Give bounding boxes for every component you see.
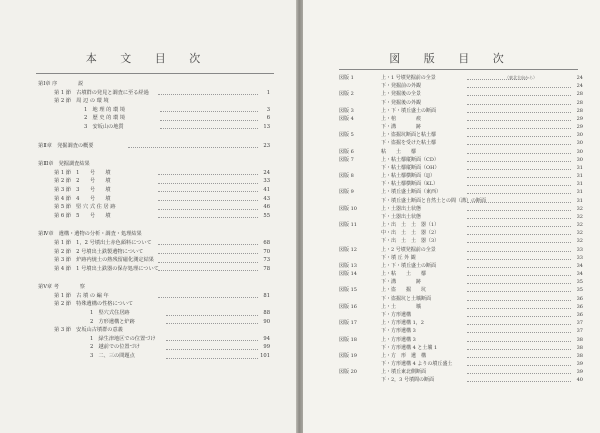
toc-entry	[38, 292, 270, 301]
dot-leader	[158, 253, 258, 254]
title-rule	[339, 69, 578, 70]
plate-entry	[339, 229, 589, 237]
dot-leader	[467, 226, 571, 227]
plate-caption: 下・墳丘盛土断面と自然土との間（溝）の断面	[381, 197, 487, 204]
plate-entry	[339, 172, 589, 180]
plate-page-number: 28	[576, 99, 583, 106]
plate-entry	[339, 164, 589, 172]
plate-caption: 上・盗 掘 坑	[381, 287, 427, 294]
toc-entry-label: 第 2 節 2 号 墳	[54, 178, 111, 185]
plate-number: 図版 18	[339, 336, 357, 343]
toc-entry	[38, 239, 270, 248]
toc-page-number: 99	[263, 344, 270, 351]
plate-caption: 下・方形遺構 4 と土壙 1	[381, 344, 438, 351]
plate-page-number: 34	[576, 262, 583, 269]
plate-entry	[339, 139, 589, 147]
dot-leader	[467, 210, 571, 211]
plate-page-number: 37	[576, 320, 583, 327]
plate-page-number: 36	[576, 311, 583, 318]
dot-leader	[158, 94, 258, 95]
dot-leader	[467, 161, 571, 162]
toc-page-number: 23	[263, 142, 270, 149]
plate-entry	[339, 156, 589, 164]
dot-leader	[467, 120, 571, 121]
toc-entry	[38, 326, 270, 335]
plate-caption: 上・盗掘坑断面と粘土槨	[381, 132, 437, 139]
toc-page-number: 41	[263, 186, 270, 193]
toc-page-number: 6	[266, 115, 270, 122]
toc-entry	[38, 318, 270, 327]
toc-entry-label: 2 越前での位置づけ	[90, 344, 140, 351]
plate-caption: 下・方形遺構 4 よりの墳丘盛土	[381, 361, 453, 368]
toc-entry-label: 第Ⅴ章 考 察	[38, 284, 85, 291]
plate-page-number: 30	[576, 140, 583, 147]
plate-page-number: 28	[576, 107, 583, 114]
dot-leader	[158, 217, 258, 218]
plate-caption: 下・方形遺構	[381, 311, 412, 318]
dot-leader	[158, 183, 258, 184]
toc-page-number: 3	[266, 106, 270, 113]
toc-entry	[38, 160, 270, 169]
plate-entry	[339, 188, 589, 196]
table-of-contents	[38, 80, 270, 361]
toc-entry	[38, 106, 270, 115]
section-gap	[38, 220, 270, 230]
plate-entry	[339, 286, 589, 294]
plate-page-number: 35	[576, 279, 583, 286]
dot-leader	[158, 209, 258, 210]
plate-entry	[339, 131, 589, 139]
toc-entry-label: 3 安坂山の地質	[84, 123, 124, 130]
plate-page-number: 30	[576, 132, 583, 139]
dot-leader	[467, 316, 571, 317]
plate-entry	[339, 376, 589, 384]
toc-entry	[38, 352, 270, 361]
dot-leader	[467, 308, 571, 309]
toc-entry	[38, 300, 270, 309]
dot-leader	[158, 262, 258, 263]
dot-leader	[467, 169, 571, 170]
plate-entry	[339, 368, 589, 376]
plate-page-number: 35	[576, 287, 583, 294]
toc-entry-label: 第Ⅰ章 序 説	[38, 81, 84, 87]
plate-caption: 下・溝 跡	[381, 279, 422, 286]
toc-entry-label: 1 緑生津地区での位置づけ	[90, 335, 156, 342]
toc-entry	[38, 142, 270, 151]
toc-entry	[38, 97, 270, 106]
toc-page-number: 78	[263, 265, 270, 272]
dot-leader	[467, 144, 571, 145]
plate-page-number: 38	[576, 344, 583, 351]
plate-page-number: 34	[576, 271, 583, 278]
plate-caption: 下・2，3 号墳間の断面	[381, 377, 434, 384]
plate-entry	[339, 262, 589, 270]
dot-leader	[467, 381, 571, 382]
plate-page-number: 32	[576, 205, 583, 212]
dot-leader	[158, 174, 258, 175]
toc-entry-label: 第 2 節 周 辺 の 環 境	[54, 98, 109, 105]
plate-page-number: 40	[576, 377, 583, 384]
toc-page-number: 46	[263, 204, 270, 211]
dot-leader	[467, 365, 571, 366]
toc-entry-label: 3 二、三の問題点	[90, 353, 135, 360]
dot-leader	[467, 242, 571, 243]
toc-entry	[38, 186, 270, 195]
plate-page-number: 31	[576, 189, 583, 196]
plate-number: 図版 1	[339, 75, 354, 81]
plate-number: 図版 12	[339, 246, 357, 253]
dot-leader	[467, 267, 571, 268]
dot-leader	[467, 112, 571, 113]
plate-number: 図版 6	[339, 148, 354, 155]
toc-page-number: 33	[263, 178, 270, 185]
right-page	[303, 0, 600, 433]
plate-number: 図版 19	[339, 352, 357, 359]
plate-number: 図版 14	[339, 271, 357, 278]
toc-entry	[38, 114, 270, 123]
plate-entry	[339, 327, 589, 335]
toc-entry-label: 第 4 節 4 号 墳	[54, 195, 111, 202]
plate-entry	[339, 352, 589, 360]
dot-leader	[467, 332, 571, 333]
plate-entry	[339, 99, 589, 107]
dot-leader	[467, 357, 571, 358]
plate-entry	[339, 180, 589, 188]
dot-leader	[160, 120, 258, 121]
toc-page-number: 94	[263, 335, 270, 342]
dot-leader	[467, 373, 571, 374]
dot-leader	[467, 234, 571, 235]
plate-entry	[339, 221, 589, 229]
plate-number: 図版 3	[339, 107, 354, 114]
dot-leader	[166, 340, 258, 341]
dot-leader	[467, 177, 571, 178]
plate-page-number: 29	[576, 124, 583, 131]
dot-leader	[166, 315, 258, 316]
toc-entry-label: 第 1 節 1，2 号墳出土赤色顔料について	[54, 239, 152, 246]
plate-page-number: 38	[576, 336, 583, 343]
toc-entry	[38, 248, 270, 257]
plate-page-number: 31	[576, 197, 583, 204]
plate-caption: 下・盗掘を受けた粘土槨	[381, 140, 437, 147]
toc-entry-label: 第Ⅳ章 遺構・遺物の分析・調査・処理結果	[38, 231, 142, 238]
plate-entry	[339, 270, 589, 278]
plate-page-number: 32	[576, 222, 583, 229]
toc-entry-label: 第 2 節 特殊遺構の性格について	[54, 301, 134, 308]
toc-page-number: 81	[263, 292, 270, 299]
plate-caption: 上・2 号墳発掘前の全景	[381, 246, 436, 253]
toc-page-number: 13	[263, 123, 270, 130]
plate-number: 図版 7	[339, 156, 354, 163]
plate-caption: 下・粘土槨横断面（KL）	[381, 181, 439, 188]
dot-leader	[158, 244, 258, 245]
dot-leader	[128, 147, 258, 148]
dot-leader	[467, 95, 571, 96]
plate-caption: 下・土器出土状態	[381, 213, 422, 220]
plate-entry	[339, 82, 589, 90]
plate-page-number: 37	[576, 328, 583, 335]
toc-entry-label: 2 歴 史 的 環 境	[84, 115, 126, 122]
plate-entry	[339, 197, 589, 205]
toc-entry-label: 第 6 節 5 号 墳	[54, 212, 111, 219]
plate-caption: 上・発掘後の全景	[381, 91, 422, 98]
plate-entry	[339, 344, 589, 352]
plate-entry	[339, 107, 589, 115]
toc-page-number: 73	[263, 257, 270, 264]
toc-entry	[38, 256, 270, 265]
plate-number: 図版 8	[339, 173, 354, 180]
plate-caption: 上・墳丘東北側断面	[381, 369, 427, 376]
title-rule	[36, 73, 274, 74]
plate-caption: 上・1 号墳発掘前の全景	[381, 75, 436, 81]
plate-entry	[339, 303, 589, 311]
plate-page-number: 36	[576, 303, 583, 310]
plate-caption: 上・土 壙	[381, 303, 422, 310]
dot-leader	[166, 323, 258, 324]
plate-note: （東北方向から）	[505, 75, 537, 80]
plate-page-number: 32	[576, 230, 583, 237]
dot-leader	[158, 270, 258, 271]
plate-caption: 下・発掘前の外観	[381, 83, 422, 90]
toc-entry-label: 第 1 節 古墳群の発見と調査に至る経過	[54, 89, 149, 96]
toc-entry-label: 第 3 節 3 号 墳	[54, 186, 111, 193]
toc-entry-label: 第 1 節 古 墳 の 編 年	[54, 292, 109, 299]
plate-entry	[339, 237, 589, 245]
plate-page-number: 36	[576, 295, 583, 302]
toc-entry	[38, 123, 270, 132]
plate-number: 図版 10	[339, 205, 357, 212]
dot-leader	[467, 300, 571, 301]
plate-caption: 粘 土 槨	[381, 148, 417, 155]
plate-caption: 上・下・墳丘盛土の断面	[381, 262, 437, 269]
plate-entry	[339, 278, 589, 286]
plate-caption: 上・下・墳丘盛土の断面	[381, 107, 437, 114]
toc-entry	[38, 169, 270, 178]
plate-page-number: 31	[576, 173, 583, 180]
toc-entry	[38, 265, 270, 274]
toc-entry-label: 第 3 節 安坂山古墳群の意義	[54, 327, 123, 334]
dot-leader	[467, 324, 571, 325]
plate-number: 図版 17	[339, 320, 357, 327]
plate-caption: 上・粘 土 槨	[381, 271, 427, 278]
plate-caption: 上・方 形 遺 構	[381, 352, 427, 359]
toc-page-number: 55	[263, 212, 270, 219]
toc-entry-label: 第 5 節 堅 穴 式 住 居 跡	[54, 204, 116, 211]
toc-entry	[38, 343, 270, 352]
dot-leader	[467, 259, 571, 260]
dot-leader	[467, 275, 571, 276]
toc-entry-label: 第Ⅲ章 発掘調査結果	[38, 161, 90, 168]
dot-leader	[467, 87, 571, 88]
plate-entry	[339, 360, 589, 368]
section-gap	[38, 150, 270, 160]
toc-entry-label: 第 1 節 1 号 墳	[54, 169, 111, 176]
toc-page-number: 70	[263, 248, 270, 255]
plate-page-number: 32	[576, 238, 583, 245]
plate-number: 図版 15	[339, 287, 357, 294]
toc-entry	[38, 212, 270, 221]
toc-page-number: 101	[260, 353, 270, 360]
plate-number: 図版 2	[339, 91, 354, 98]
plate-entry	[339, 205, 589, 213]
dot-leader	[166, 349, 258, 350]
toc-page-number: 68	[263, 239, 270, 246]
toc-entry	[38, 203, 270, 212]
dot-leader	[467, 185, 571, 186]
plate-caption: 下・発掘後の外観	[381, 99, 422, 106]
plate-page-number: 31	[576, 181, 583, 188]
dot-leader	[467, 218, 571, 219]
dot-leader	[467, 104, 571, 105]
plate-entry	[339, 336, 589, 344]
toc-page-number: 43	[263, 195, 270, 202]
plate-caption: 上・墳丘盛土断面（東西）	[381, 189, 442, 196]
toc-entry-label: 第 4 節 1 号墳出土鉄器の保存処理について	[54, 265, 159, 272]
plate-caption: 下・出 土 土 器（3）	[381, 238, 440, 245]
page-title: 本 文 目 次	[85, 52, 211, 65]
dot-leader	[166, 358, 258, 359]
book-gutter	[296, 0, 303, 433]
plate-page-number: 31	[576, 164, 583, 171]
dot-leader	[467, 283, 571, 284]
toc-entry-label: 第 3 節 炉跡内焼土の熱残留磁化測定結果	[54, 257, 154, 264]
plate-page-number: 28	[576, 91, 583, 98]
plate-page-number: 39	[576, 369, 583, 376]
plate-caption: 上・棺 痕	[381, 115, 422, 122]
toc-entry-label: 第Ⅱ章 発掘調査の概要	[38, 142, 94, 149]
plate-caption: 中・出 土 土 器（2）	[381, 230, 440, 237]
plate-entry	[339, 319, 589, 327]
plate-caption: 上・粘土槨縦断面（CD）	[381, 156, 439, 163]
plate-entry	[339, 311, 589, 319]
dot-leader	[467, 202, 571, 203]
plate-caption: 上・方形遺構 3	[381, 336, 416, 343]
plate-caption: 上・出 土 土 器（1）	[381, 222, 440, 229]
plate-number: 図版 4	[339, 115, 354, 122]
toc-entry	[38, 89, 270, 98]
plate-page-number: 30	[576, 148, 583, 155]
toc-entry	[38, 177, 270, 186]
plate-entry	[339, 213, 589, 221]
dot-leader	[467, 291, 571, 292]
toc-entry	[38, 309, 270, 318]
plate-number: 図版 16	[339, 303, 357, 310]
dot-leader	[158, 297, 258, 298]
plate-caption: 上・方形遺構 1，2	[381, 320, 424, 327]
dot-leader	[467, 251, 571, 252]
toc-entry-label: 第 2 節 2 号墳出土鉄製遺物について	[54, 248, 144, 255]
plate-page-number: 38	[576, 352, 583, 359]
plate-caption: 上・粘土槨横断面（IJ）	[381, 173, 435, 180]
plate-entry	[339, 115, 589, 123]
toc-entry-label: 1 堅穴式住居跡	[90, 310, 130, 317]
plate-page-number: 33	[576, 254, 583, 261]
plate-entry	[339, 74, 589, 82]
plate-page-number: 39	[576, 361, 583, 368]
plate-entry	[339, 148, 589, 156]
plate-number: 図版 20	[339, 369, 357, 376]
plate-entry	[339, 246, 589, 254]
toc-entry-label: 1 地 理 的 環 境	[84, 106, 126, 113]
plate-page-number: 24	[576, 83, 583, 90]
plate-number: 図版 5	[339, 132, 354, 139]
plate-number: 図版 13	[339, 262, 357, 269]
plate-caption: 下・粘土槨縦断面（OH）	[381, 164, 440, 171]
plate-page-number: 29	[576, 115, 583, 122]
plate-page-number: 32	[576, 213, 583, 220]
plate-page-number: 30	[576, 156, 583, 163]
plate-caption: 上・土器出土状態	[381, 205, 422, 212]
toc-entry	[38, 195, 270, 204]
plate-list	[339, 74, 589, 385]
section-gap	[38, 132, 270, 142]
dot-leader	[467, 153, 571, 154]
plate-entry	[339, 295, 589, 303]
dot-leader	[467, 193, 571, 194]
toc-entry	[38, 80, 270, 89]
toc-entry	[38, 230, 270, 239]
toc-entry	[38, 335, 270, 344]
section-gap	[38, 273, 270, 283]
plate-number: 図版 11	[339, 222, 357, 229]
toc-entry-label: 2 方形遺構と炉跡	[90, 318, 135, 325]
left-page	[0, 0, 296, 433]
dot-leader	[467, 128, 571, 129]
plate-page-number: 24	[576, 75, 583, 81]
dot-leader	[160, 128, 258, 129]
plate-caption: 下・盗掘坑と土壙断面	[381, 295, 432, 302]
plate-caption: 下・方形遺構 3	[381, 328, 416, 335]
plate-caption: 下・溝 跡	[381, 124, 422, 131]
dot-leader	[158, 191, 258, 192]
toc-page-number: 90	[263, 318, 270, 325]
toc-entry	[38, 283, 270, 292]
plate-entry	[339, 123, 589, 131]
dot-leader	[467, 341, 571, 342]
dot-leader	[158, 200, 258, 201]
dot-leader	[467, 349, 571, 350]
page-title: 図 版 目 次	[389, 52, 514, 65]
dot-leader	[160, 111, 258, 112]
toc-page-number: 24	[263, 169, 270, 176]
plate-page-number: 33	[576, 246, 583, 253]
toc-page-number: 88	[263, 310, 270, 317]
toc-page-number: 1	[266, 89, 270, 96]
dot-leader	[467, 136, 571, 137]
plate-number: 図版 9	[339, 189, 354, 196]
plate-entry	[339, 254, 589, 262]
plate-caption: 下・墳 丘 外 観	[381, 254, 416, 261]
plate-entry	[339, 90, 589, 98]
